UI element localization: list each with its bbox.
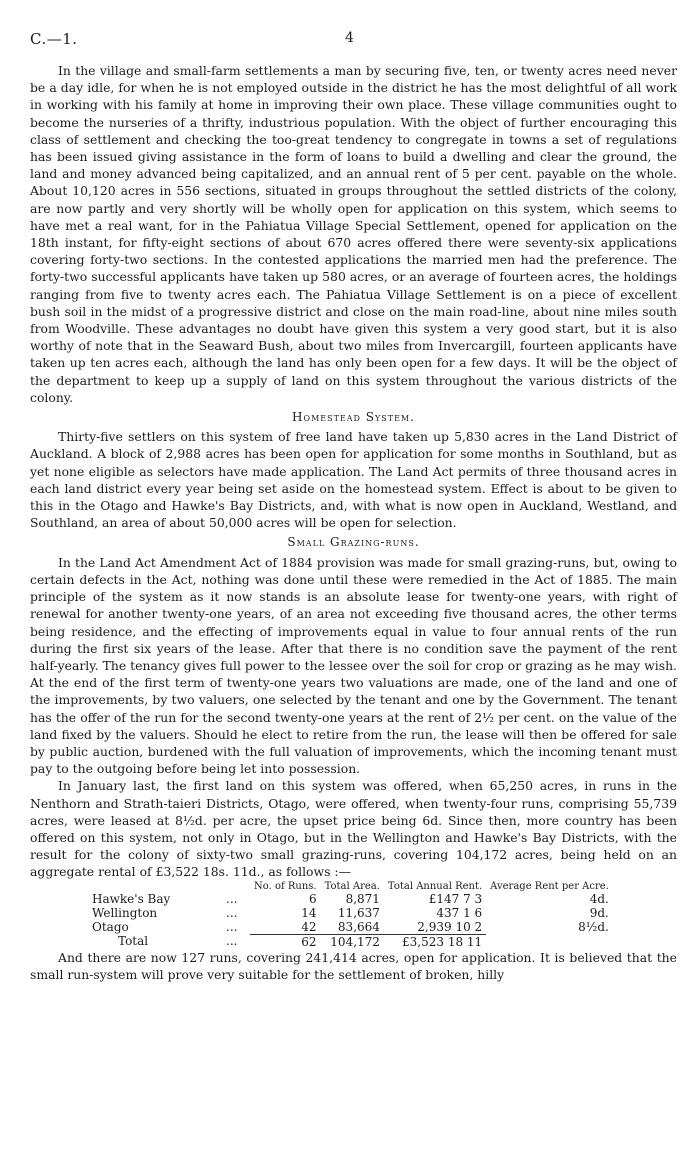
- avg-rent-value: 8½d.: [578, 919, 609, 934]
- paragraph-grazing-act: In the Land Act Amendment Act of 1884 provision was made for small grazing-runs, but, owing to certain defects in the Act, nothing was done until these were remedied in the Act of 1885. The main principle of the system as it now stands is an absolute lease for twenty-one years, with right of renewal for another twenty-one years, of an area not exceeding five thousand acres, the other terms being residence, and the effecting of improvements equal in value to four annual rents of the run during the first six years of the lease. After that there is no condition save the payment of the rent half-yearly. The tenancy gives full power to the lessee over the soil for crop or grazing as he may wish. At the end of the first term of twenty-one years two valuations are made, one of the land and one of the improvements, by two valuers, one selected by the tenant and one by the Government. The tenant has the offer of the run for the second twenty-one years at the rent of 2½ per cent. on the value of the land fixed by the valuers. Should he elect to retire from the run, the lease will then be offered for sale by public auction, burdened with the full valuation of improvements, which the incoming tenant must pay to the outgoing before being let into possession.: [30, 554, 677, 777]
- paragraph-open-runs: And there are now 127 runs, covering 241,414 acres, open for application. It is believed that the small run-system will prove very suitable for the settlement of broken, hilly: [30, 949, 677, 982]
- total-area-value: 104,172: [321, 934, 384, 949]
- table-row: [88, 892, 613, 906]
- heading-small-grazing-runs: Small Grazing-runs.: [287, 535, 420, 550]
- area-value: 83,664: [337, 919, 380, 934]
- runs-value: 14: [301, 905, 317, 920]
- area-value: 11,637: [337, 905, 380, 920]
- page-number: 4: [345, 30, 354, 46]
- district-name: Wellington: [92, 905, 158, 920]
- table-header-area: Total Area.: [324, 880, 380, 892]
- table-header-runs: No. of Runs.: [254, 880, 317, 892]
- leader-dots: ...: [226, 934, 238, 949]
- heading-homestead-system: Homestead System.: [292, 410, 415, 425]
- table-header-district: [88, 881, 222, 892]
- table-row: [88, 920, 613, 935]
- table-header-row: [88, 881, 613, 892]
- table-row: [88, 906, 613, 920]
- table-total-row: [88, 934, 613, 949]
- total-runs-value: 62: [250, 934, 321, 949]
- avg-rent-value: 4d.: [589, 891, 609, 906]
- rent-value: 437 1 6: [436, 905, 483, 920]
- rent-value: £147 7 3: [428, 891, 483, 906]
- table-header-dots-spacer: [222, 881, 250, 892]
- leader-dots: ...: [226, 919, 238, 934]
- paragraph-village-settlements: In the village and small-farm settlements a man by securing five, ten, or twenty acres need never be a day idle, for when he is not employed outside in the district he has the most delightful of all work in working with his family at home in improving their own place. These village communities ought to become the nurseries of a thrifty, industrious population. With the object of further encouraging this class of settlement and checking the too-great tendency to congregate in towns a set of regulations has been issued giving assistance in the form of loans to build a dwelling and clear the ground, the land and money advanced being capitalized, and an annual rent of 5 per cent. payable on the whole. About 10,120 acres in 556 sections, situated in groups throughout the settled districts of the colony, are now partly and very shortly will be wholly open for application on this system, which seems to have met a real want, for in the Pahiatua Village Special Settlement, opened for application on the 18th instant, for fifty-eight sections of about 670 acres offered there were seventy-six applications covering forty-two sections. In the contested applications the married men had the preference. The forty-two successful applicants have taken up 580 acres, or an average of fourteen acres, the holdings ranging from five to twenty acres each. The Pahiatua Village Settlement is on a piece of excellent bush soil in the midst of a progressive district and close on the main road-line, about nine miles south from Woodville. These advantages no doubt have given this system a very good start, but it is also worthy of note that in the Seaward Bush, about two miles from Invercargill, fourteen applicants have taken up ten acres each, although the land has only been open for a few days. It will be the object of the department to keep up a supply of land on this system throughout the various districts of the colony.: [30, 63, 677, 405]
- rent-value: 2,939 10 2: [417, 919, 483, 934]
- area-value: 8,871: [345, 891, 380, 906]
- district-name: Otago: [92, 919, 129, 934]
- total-rent-value: £3,523 18 11: [384, 934, 486, 949]
- paragraph-homestead: Thirty-five settlers on this system of free land have taken up 5,830 acres in the Land District of Auckland. A block of 2,988 acres has been open for application for some months in Southland, but as yet none eligible as selectors have made application. The Land Act permits of three thousand acres in each land district every year being set aside on the homestead system. Effect is about to be given to this in the Otago and Hawke's Bay Districts, and, with what is now open in Auckland, Westland, and Southland, an area of about 50,000 acres will be open for selection.: [30, 429, 677, 531]
- runs-value: 42: [301, 919, 317, 934]
- avg-rent-value: 9d.: [589, 905, 609, 920]
- leader-dots: ...: [226, 905, 238, 920]
- total-label: Total: [118, 934, 149, 949]
- runs-value: 6: [308, 891, 317, 906]
- table-header-rent: Total Annual Rent.: [387, 880, 483, 892]
- paragraph-grazing-results: In January last, the first land on this system was offered, when 65,250 acres, in runs in the Nenthorn and Strath-taieri Districts, Otago, were offered, when twenty-four runs, comprising 55,739 acres, were leased at 8½d. per acre, the upset price being 6d. Since then, more country has been offered on this system, not only in Otago, but in the Wellington and Hawke's Bay Districts, with the result for the colony of sixty-two small grazing-runs, covering 104,172 acres, being held on an aggregate rental of £3,522 18s. 11d., as follows :—: [30, 778, 677, 880]
- total-avg-empty: [486, 934, 613, 949]
- document-body: [30, 62, 677, 983]
- district-name: Hawke's Bay: [92, 891, 171, 906]
- grazing-runs-table: [88, 881, 613, 949]
- leader-dots: ...: [226, 891, 238, 906]
- table-header-avg: Average Rent per Acre.: [490, 880, 609, 892]
- document-reference: C.—1.: [30, 30, 78, 48]
